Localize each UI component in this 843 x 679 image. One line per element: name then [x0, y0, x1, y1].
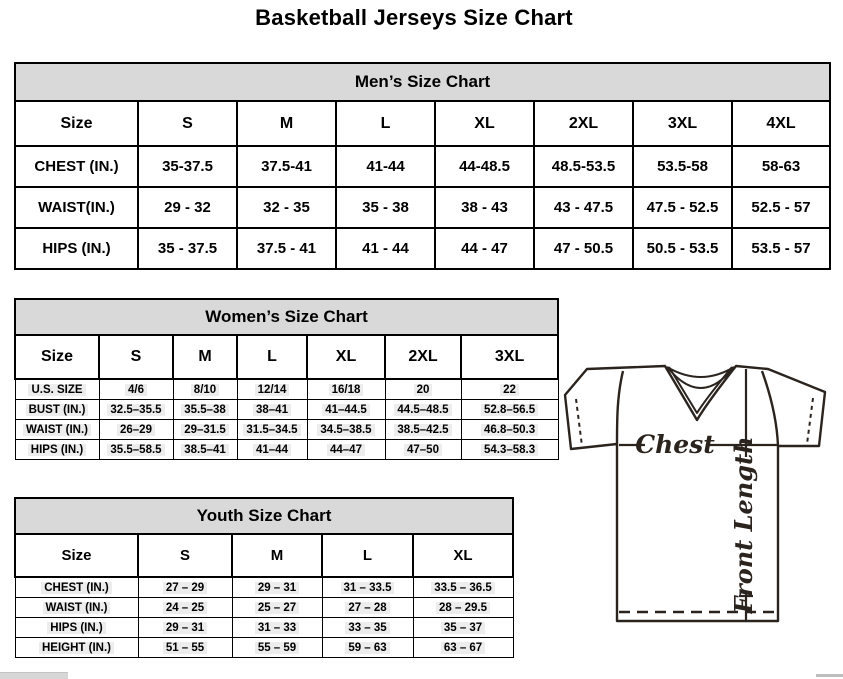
mens-value-cell: 35-37.5: [138, 146, 237, 187]
womens-col-header: XL: [307, 335, 385, 379]
womens-row-label: BUST (IN.): [15, 400, 99, 420]
mens-value-cell: 50.5 - 53.5: [633, 228, 732, 269]
womens-value-cell: 26–29: [99, 420, 173, 440]
youth-value-cell: 35 – 37: [413, 618, 513, 638]
mens-value-cell: 38 - 43: [435, 187, 534, 228]
mens-value-cell: 53.5-58: [633, 146, 732, 187]
youth-value-cell: 51 – 55: [138, 638, 232, 658]
youth-col-header: Size: [15, 534, 138, 577]
youth-value-cell: 31 – 33.5: [322, 577, 413, 598]
womens-value-cell: 52.8–56.5: [461, 400, 558, 420]
mens-value-cell: 35 - 38: [336, 187, 435, 228]
youth-value-cell: 55 – 59: [232, 638, 322, 658]
womens-row-label: WAIST (IN.): [15, 420, 99, 440]
youth-size-table: [14, 497, 514, 658]
mens-value-cell: 41 - 44: [336, 228, 435, 269]
mens-value-cell: 32 - 35: [237, 187, 336, 228]
youth-row-label: CHEST (IN.): [15, 577, 138, 598]
womens-value-cell: 35.5–38: [173, 400, 237, 420]
womens-value-cell: 31.5–34.5: [237, 420, 307, 440]
womens-value-cell: 35.5–58.5: [99, 440, 173, 460]
mens-value-cell: 47 - 50.5: [534, 228, 633, 269]
womens-value-cell: 41–44: [237, 440, 307, 460]
mens-row-label: HIPS (IN.): [15, 228, 138, 269]
youth-row-label: HIPS (IN.): [15, 618, 138, 638]
womens-value-cell: 44.5–48.5: [385, 400, 461, 420]
womens-row-label: HIPS (IN.): [15, 440, 99, 460]
womens-value-cell: 38.5–41: [173, 440, 237, 460]
mens-size-table: [14, 62, 831, 270]
mens-value-cell: 37.5-41: [237, 146, 336, 187]
mens-row-label: WAIST(IN.): [15, 187, 138, 228]
mens-col-header: 4XL: [732, 101, 830, 146]
mens-col-header: XL: [435, 101, 534, 146]
youth-col-header: L: [322, 534, 413, 577]
youth-value-cell: 59 – 63: [322, 638, 413, 658]
mens-col-header: Size: [15, 101, 138, 146]
mens-section-title: Men’s Size Chart: [15, 63, 830, 101]
mens-value-cell: 58-63: [732, 146, 830, 187]
womens-section-title: Women’s Size Chart: [15, 299, 558, 335]
youth-value-cell: 27 – 28: [322, 598, 413, 618]
womens-value-cell: 44–47: [307, 440, 385, 460]
youth-value-cell: 29 – 31: [138, 618, 232, 638]
womens-col-header: M: [173, 335, 237, 379]
mens-value-cell: 41-44: [336, 146, 435, 187]
youth-value-cell: 29 – 31: [232, 577, 322, 598]
horizontal-scrollbar-thumb[interactable]: [0, 672, 68, 679]
womens-value-cell: 54.3–58.3: [461, 440, 558, 460]
womens-col-header: 3XL: [461, 335, 558, 379]
youth-section-title: Youth Size Chart: [15, 498, 513, 534]
youth-value-cell: 25 – 27: [232, 598, 322, 618]
womens-row-label: U.S. SIZE: [15, 379, 99, 400]
youth-col-header: S: [138, 534, 232, 577]
mens-col-header: S: [138, 101, 237, 146]
mens-value-cell: 47.5 - 52.5: [633, 187, 732, 228]
youth-value-cell: 63 – 67: [413, 638, 513, 658]
left-armhole-seam: [617, 371, 623, 444]
womens-value-cell: 47–50: [385, 440, 461, 460]
womens-value-cell: 4/6: [99, 379, 173, 400]
mens-value-cell: 44 - 47: [435, 228, 534, 269]
womens-value-cell: 16/18: [307, 379, 385, 400]
right-cuff-dashed-line: [807, 398, 813, 444]
page-title: Basketball Jerseys Size Chart: [255, 5, 573, 30]
youth-value-cell: 33 – 35: [322, 618, 413, 638]
womens-col-header: L: [237, 335, 307, 379]
womens-value-cell: 38.5–42.5: [385, 420, 461, 440]
womens-value-cell: 29–31.5: [173, 420, 237, 440]
womens-value-cell: 46.8–50.3: [461, 420, 558, 440]
youth-value-cell: 33.5 – 36.5: [413, 577, 513, 598]
front-length-label: Front Length: [729, 436, 758, 614]
mens-value-cell: 48.5-53.5: [534, 146, 633, 187]
mens-value-cell: 29 - 32: [138, 187, 237, 228]
scrollbar-fragment[interactable]: [816, 674, 843, 677]
womens-col-header: 2XL: [385, 335, 461, 379]
womens-col-header: S: [99, 335, 173, 379]
womens-value-cell: 34.5–38.5: [307, 420, 385, 440]
youth-value-cell: 28 – 29.5: [413, 598, 513, 618]
right-armhole-seam: [762, 371, 778, 446]
womens-value-cell: 41–44.5: [307, 400, 385, 420]
womens-value-cell: 22: [461, 379, 558, 400]
mens-col-header: 3XL: [633, 101, 732, 146]
womens-value-cell: 8/10: [173, 379, 237, 400]
mens-col-header: L: [336, 101, 435, 146]
mens-value-cell: 44-48.5: [435, 146, 534, 187]
left-cuff-dashed-line: [576, 399, 582, 446]
mens-value-cell: 52.5 - 57: [732, 187, 830, 228]
youth-value-cell: 27 – 29: [138, 577, 232, 598]
womens-value-cell: 38–41: [237, 400, 307, 420]
mens-value-cell: 53.5 - 57: [732, 228, 830, 269]
mens-value-cell: 37.5 - 41: [237, 228, 336, 269]
womens-col-header: Size: [15, 335, 99, 379]
womens-size-table: [14, 298, 559, 460]
jersey-measurement-diagram: [554, 354, 838, 624]
youth-col-header: XL: [413, 534, 513, 577]
mens-value-cell: 43 - 47.5: [534, 187, 633, 228]
youth-row-label: WAIST (IN.): [15, 598, 138, 618]
mens-row-label: CHEST (IN.): [15, 146, 138, 187]
mens-col-header: 2XL: [534, 101, 633, 146]
jersey-outline-shape: [565, 366, 825, 621]
womens-value-cell: 32.5–35.5: [99, 400, 173, 420]
youth-col-header: M: [232, 534, 322, 577]
chest-label: Chest: [635, 430, 715, 459]
youth-value-cell: 31 – 33: [232, 618, 322, 638]
youth-row-label: HEIGHT (IN.): [15, 638, 138, 658]
womens-value-cell: 20: [385, 379, 461, 400]
mens-col-header: M: [237, 101, 336, 146]
youth-value-cell: 24 – 25: [138, 598, 232, 618]
mens-value-cell: 35 - 37.5: [138, 228, 237, 269]
womens-value-cell: 12/14: [237, 379, 307, 400]
